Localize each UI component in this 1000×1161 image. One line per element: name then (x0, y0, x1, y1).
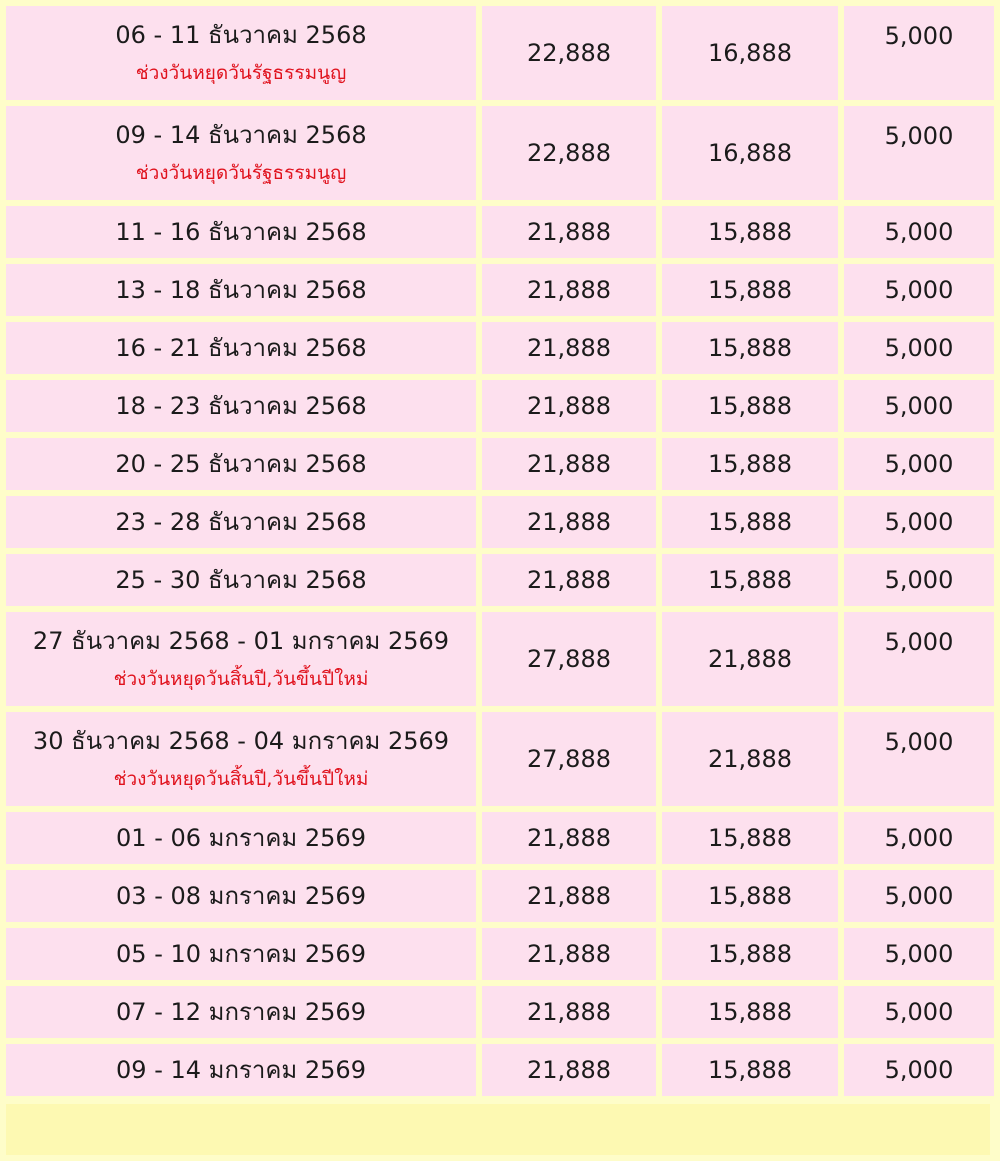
price-cell-1: 21,888 (482, 438, 656, 490)
table-row (6, 870, 994, 922)
price-cell-2: 16,888 (662, 6, 838, 100)
table-row (6, 712, 994, 806)
table-row (6, 496, 994, 548)
price-cell-2: 16,888 (662, 106, 838, 200)
price-cell-2: 21,888 (662, 712, 838, 806)
date-range-cell (6, 496, 476, 548)
date-range-cell (6, 986, 476, 1038)
price-cell-1: 21,888 (482, 986, 656, 1038)
footer-band (6, 1104, 990, 1155)
table-row (6, 438, 994, 490)
price-cell-1: 21,888 (482, 322, 656, 374)
price-cell-2: 15,888 (662, 496, 838, 548)
price-cell-3 (844, 812, 994, 864)
price-cell-1: 21,888 (482, 206, 656, 258)
date-range-cell (6, 322, 476, 374)
date-range: 27 ธันวาคม 2568 - 01 มกราคม 2569 (32, 627, 450, 655)
deposit-value: 5,000 (884, 882, 954, 910)
table-row (6, 106, 994, 200)
date-range: 25 - 30 ธันวาคม 2568 (115, 566, 367, 594)
date-range-cell (6, 438, 476, 490)
date-range-cell (6, 6, 476, 100)
date-range: 23 - 28 ธันวาคม 2568 (115, 508, 367, 536)
price-cell-3 (844, 322, 994, 374)
price-cell-1: 22,888 (482, 106, 656, 200)
price-cell-3 (844, 106, 994, 200)
date-range-cell (6, 1044, 476, 1096)
table-row (6, 986, 994, 1038)
holiday-note: ช่วงวันหยุดวันสิ้นปี,วันขึ้นปีใหม่ (113, 768, 369, 790)
table-row (6, 812, 994, 864)
price-cell-3 (844, 870, 994, 922)
date-range: 05 - 10 มกราคม 2569 (116, 940, 366, 968)
price-cell-3 (844, 1044, 994, 1096)
price-cell-2: 15,888 (662, 1044, 838, 1096)
price-cell-3 (844, 496, 994, 548)
price-cell-1: 21,888 (482, 496, 656, 548)
price-cell-1: 21,888 (482, 928, 656, 980)
price-cell-1: 21,888 (482, 870, 656, 922)
price-cell-1: 27,888 (482, 612, 656, 706)
date-range: 09 - 14 มกราคม 2569 (116, 1056, 366, 1084)
price-cell-3 (844, 986, 994, 1038)
date-range-cell (6, 870, 476, 922)
table-row (6, 380, 994, 432)
deposit-value: 5,000 (884, 392, 954, 420)
date-range: 03 - 08 มกราคม 2569 (116, 882, 366, 910)
price-cell-2: 15,888 (662, 264, 838, 316)
price-cell-2: 15,888 (662, 322, 838, 374)
date-range-cell (6, 206, 476, 258)
table-row (6, 612, 994, 706)
deposit-value: 5,000 (884, 22, 954, 50)
deposit-value: 5,000 (884, 566, 954, 594)
date-range: 07 - 12 มกราคม 2569 (116, 998, 366, 1026)
deposit-value: 5,000 (884, 508, 954, 536)
price-cell-3 (844, 6, 994, 100)
date-range: 06 - 11 ธันวาคม 2568 (115, 21, 367, 49)
deposit-value: 5,000 (884, 1056, 954, 1084)
price-cell-3 (844, 612, 994, 706)
date-range: 30 ธันวาคม 2568 - 04 มกราคม 2569 (32, 727, 450, 755)
deposit-value: 5,000 (884, 628, 954, 656)
price-cell-1: 21,888 (482, 554, 656, 606)
price-cell-2: 15,888 (662, 206, 838, 258)
table-row (6, 322, 994, 374)
table-row (6, 206, 994, 258)
date-range-cell (6, 554, 476, 606)
deposit-value: 5,000 (884, 940, 954, 968)
holiday-note: ช่วงวันหยุดวันรัฐธรรมนูญ (135, 162, 347, 184)
deposit-value: 5,000 (884, 728, 954, 756)
date-range-cell (6, 264, 476, 316)
price-cell-1: 22,888 (482, 6, 656, 100)
date-range-cell (6, 380, 476, 432)
table-row (6, 6, 994, 100)
price-cell-2: 21,888 (662, 612, 838, 706)
price-cell-1: 21,888 (482, 1044, 656, 1096)
price-cell-3 (844, 928, 994, 980)
deposit-value: 5,000 (884, 824, 954, 852)
table-row (6, 1044, 994, 1096)
price-cell-3 (844, 264, 994, 316)
date-range: 18 - 23 ธันวาคม 2568 (115, 392, 367, 420)
price-table-body (6, 6, 994, 1096)
table-row (6, 928, 994, 980)
price-cell-2: 15,888 (662, 380, 838, 432)
deposit-value: 5,000 (884, 334, 954, 362)
price-cell-1: 27,888 (482, 712, 656, 806)
table-row (6, 264, 994, 316)
deposit-value: 5,000 (884, 218, 954, 246)
price-cell-3 (844, 712, 994, 806)
date-range: 11 - 16 ธันวาคม 2568 (115, 218, 367, 246)
price-cell-2: 15,888 (662, 986, 838, 1038)
price-cell-1: 21,888 (482, 264, 656, 316)
holiday-note: ช่วงวันหยุดวันสิ้นปี,วันขึ้นปีใหม่ (113, 668, 369, 690)
price-cell-3 (844, 206, 994, 258)
date-range: 09 - 14 ธันวาคม 2568 (115, 121, 367, 149)
price-cell-2: 15,888 (662, 928, 838, 980)
date-range-cell (6, 812, 476, 864)
deposit-value: 5,000 (884, 122, 954, 150)
date-range: 20 - 25 ธันวาคม 2568 (115, 450, 367, 478)
price-cell-3 (844, 380, 994, 432)
date-range: 16 - 21 ธันวาคม 2568 (115, 334, 367, 362)
price-cell-1: 21,888 (482, 380, 656, 432)
holiday-note: ช่วงวันหยุดวันรัฐธรรมนูญ (135, 62, 347, 84)
price-cell-2: 15,888 (662, 554, 838, 606)
table-row (6, 554, 994, 606)
deposit-value: 5,000 (884, 450, 954, 478)
date-range: 13 - 18 ธันวาคม 2568 (115, 276, 367, 304)
price-cell-3 (844, 554, 994, 606)
date-range-cell (6, 712, 476, 806)
date-range-cell (6, 928, 476, 980)
deposit-value: 5,000 (884, 998, 954, 1026)
price-cell-2: 15,888 (662, 870, 838, 922)
price-cell-3 (844, 438, 994, 490)
price-cell-2: 15,888 (662, 438, 838, 490)
price-cell-2: 15,888 (662, 812, 838, 864)
date-range-cell (6, 106, 476, 200)
price-cell-1: 21,888 (482, 812, 656, 864)
date-range-cell (6, 612, 476, 706)
deposit-value: 5,000 (884, 276, 954, 304)
date-range: 01 - 06 มกราคม 2569 (116, 824, 366, 852)
